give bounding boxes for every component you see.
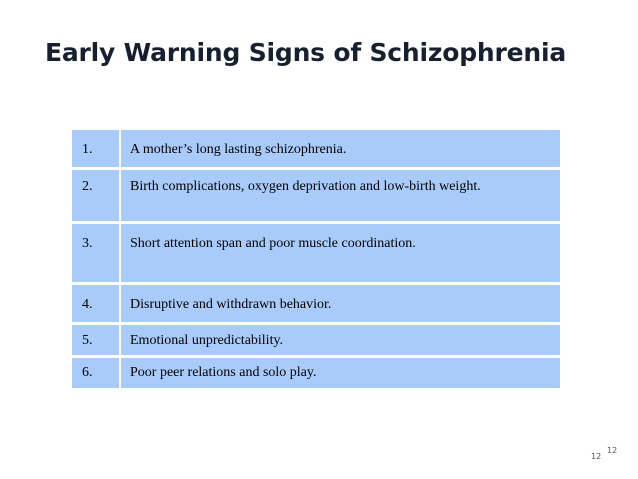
row-number: 2. <box>72 170 121 221</box>
row-number: 1. <box>72 130 121 167</box>
warning-signs-table <box>72 130 560 391</box>
row-number: 6. <box>72 358 121 388</box>
row-text: Short attention span and poor muscle coordination. <box>130 236 416 251</box>
row-text: A mother’s long lasting schizophrenia. <box>130 142 347 157</box>
row-number: 5. <box>72 325 121 355</box>
row-text: Emotional unpredictability. <box>130 333 284 348</box>
corner-page-number: 12 <box>607 446 618 455</box>
row-text: Poor peer relations and solo play. <box>130 365 317 380</box>
row-text: Disruptive and withdrawn behavior. <box>130 297 332 312</box>
row-text: Birth complications, oxygen deprivation and low-birth weight. <box>130 179 481 194</box>
table-row <box>72 130 560 167</box>
footer-page-number: 12 <box>591 452 602 461</box>
table-row <box>72 325 560 355</box>
table-row <box>72 224 560 282</box>
table-row <box>72 170 560 221</box>
row-number: 4. <box>72 285 121 322</box>
table-row <box>72 358 560 388</box>
row-number: 3. <box>72 224 121 282</box>
slide-title: Early Warning Signs of Schizophrenia <box>45 38 567 67</box>
table-row <box>72 285 560 322</box>
